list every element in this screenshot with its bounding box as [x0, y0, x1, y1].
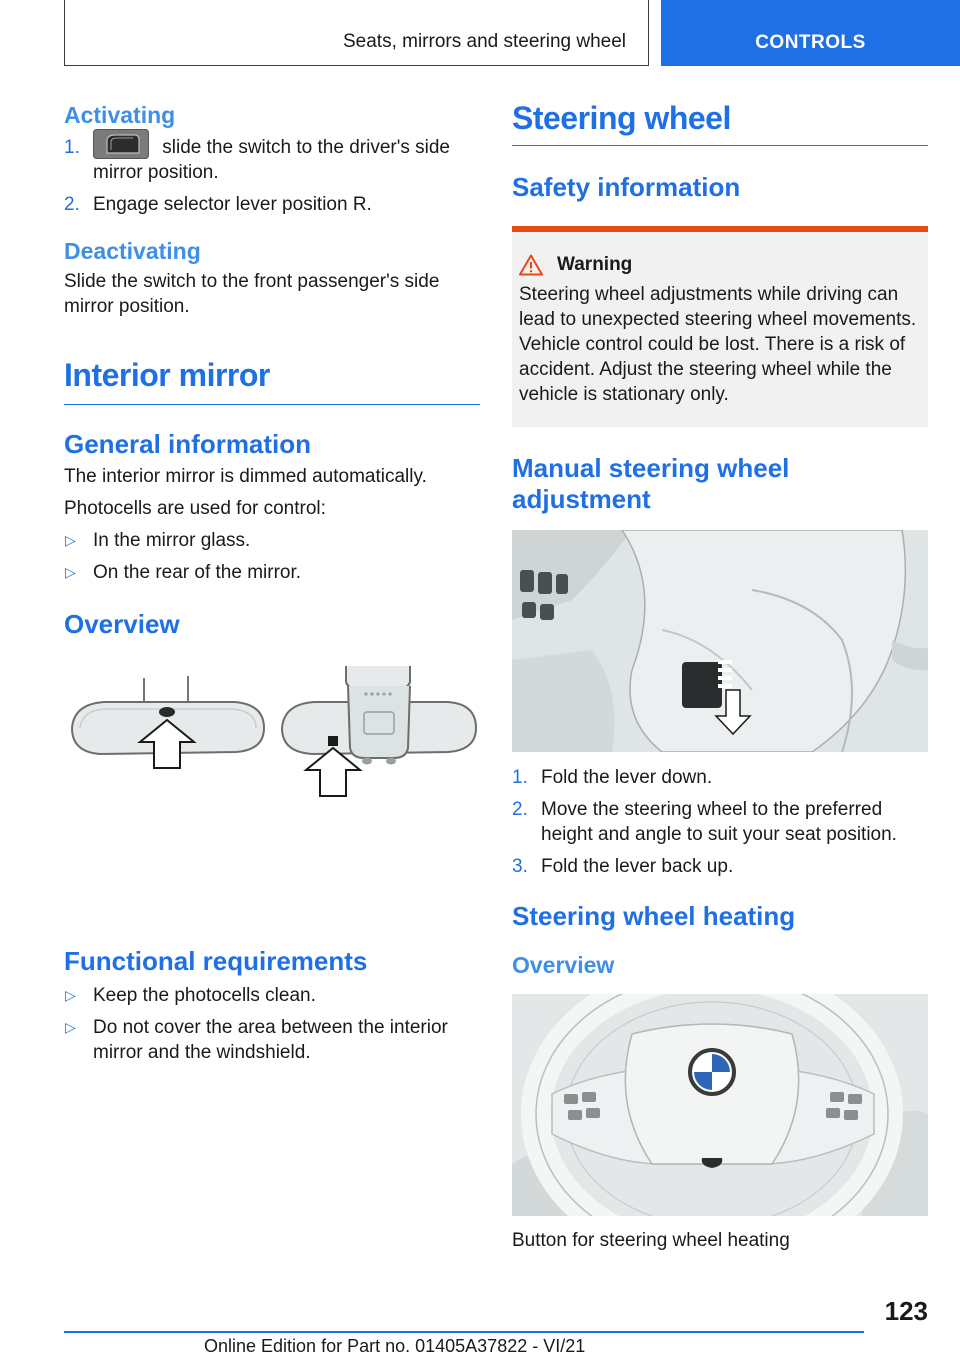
- list-item: [64, 983, 480, 1008]
- manual-adjustment-heading: Manual steering wheel adjustment: [512, 453, 790, 514]
- header-section-title: Seats, mirrors and steering wheel: [342, 31, 626, 52]
- footer-divider: [64, 1331, 864, 1333]
- warning-text: Steering wheel adjustments while driving can lead to unexpected steering wheel movements. Vehicle control could be lost. There is a risk of accident. Adjust the steering wheel while the vehicle is stationary only.: [519, 284, 917, 405]
- manual-adjustment-steps: [512, 765, 928, 879]
- list-item: [512, 797, 928, 847]
- deactivating-text: Slide the switch to the front passenger's side mirror position.: [64, 271, 440, 317]
- step-text: Engage selector lever position R.: [93, 194, 372, 215]
- functional-requirements-heading: Functional requirements: [64, 946, 368, 976]
- right-column: [512, 100, 928, 1253]
- steering-wheel-title: Steering wheel: [512, 100, 928, 146]
- functional-requirements-list: [64, 983, 480, 1065]
- step-number: 1.: [512, 767, 528, 788]
- step-number: 1.: [64, 137, 80, 158]
- step-text: Fold the lever back up.: [541, 856, 734, 877]
- safety-information-heading: Safety information: [512, 172, 741, 202]
- heating-caption: Button for steering wheel heating: [512, 1230, 790, 1251]
- activating-heading: Activating: [64, 102, 176, 128]
- step-number: 2.: [64, 194, 80, 215]
- warning-title-text: Warning: [557, 254, 633, 275]
- photocell-list: [64, 528, 480, 585]
- list-item: [64, 1015, 480, 1065]
- mirror-switch-icon: [93, 129, 149, 159]
- interior-mirror-title: Interior mirror: [64, 357, 480, 405]
- list-item-text: In the mirror glass.: [93, 530, 251, 551]
- steering-column-illustration: [512, 530, 928, 752]
- triangle-right-icon: ▷: [65, 532, 76, 548]
- list-item: [512, 854, 928, 879]
- list-item-text: Keep the photocells clean.: [93, 985, 316, 1006]
- triangle-right-icon: ▷: [65, 987, 76, 1003]
- warning-box: [512, 226, 928, 427]
- warning-triangle-icon: [519, 254, 543, 276]
- triangle-right-icon: ▷: [65, 564, 76, 580]
- left-column: [64, 100, 480, 1065]
- activating-steps: [64, 135, 480, 217]
- list-item-text: On the rear of the mirror.: [93, 562, 302, 583]
- header-chapter-title: CONTROLS: [755, 32, 866, 53]
- steering-wheel-heating-heading: Steering wheel heating: [512, 901, 796, 931]
- general-information-p1: The interior mirror is dimmed automatically.: [64, 466, 427, 487]
- list-item: [64, 528, 480, 553]
- heating-overview-heading: Overview: [512, 952, 615, 978]
- deactivating-heading: Deactivating: [64, 238, 201, 264]
- step-text: Fold the lever down.: [541, 767, 713, 788]
- step-text: Move the steering wheel to the preferred height and angle to suit your seat position.: [541, 799, 897, 845]
- footer-edition: Online Edition for Part no. 01405A37822 - VI/21: [204, 1336, 586, 1356]
- header-section-tab: [64, 0, 649, 66]
- list-item-text: Do not cover the area between the interior mirror and the windshield.: [93, 1017, 448, 1063]
- page-header: [0, 0, 960, 66]
- interior-mirror-illustration: [64, 658, 480, 898]
- list-item: [64, 560, 480, 585]
- step-text: slide the switch to the driver's side mirror position.: [93, 137, 450, 183]
- overview-heading: Overview: [64, 609, 180, 639]
- step-number: 3.: [512, 856, 528, 877]
- page-number: 123: [884, 1296, 928, 1326]
- general-information-p2: Photocells are used for control:: [64, 498, 326, 519]
- list-item: [64, 192, 480, 217]
- list-item: [64, 135, 480, 185]
- step-number: 2.: [512, 799, 528, 820]
- header-chapter-tab[interactable]: [661, 0, 960, 66]
- triangle-right-icon: ▷: [65, 1019, 76, 1035]
- list-item: [512, 765, 928, 790]
- general-information-heading: General information: [64, 429, 312, 459]
- warning-title: [519, 254, 920, 276]
- steering-wheel-illustration: [512, 994, 928, 1216]
